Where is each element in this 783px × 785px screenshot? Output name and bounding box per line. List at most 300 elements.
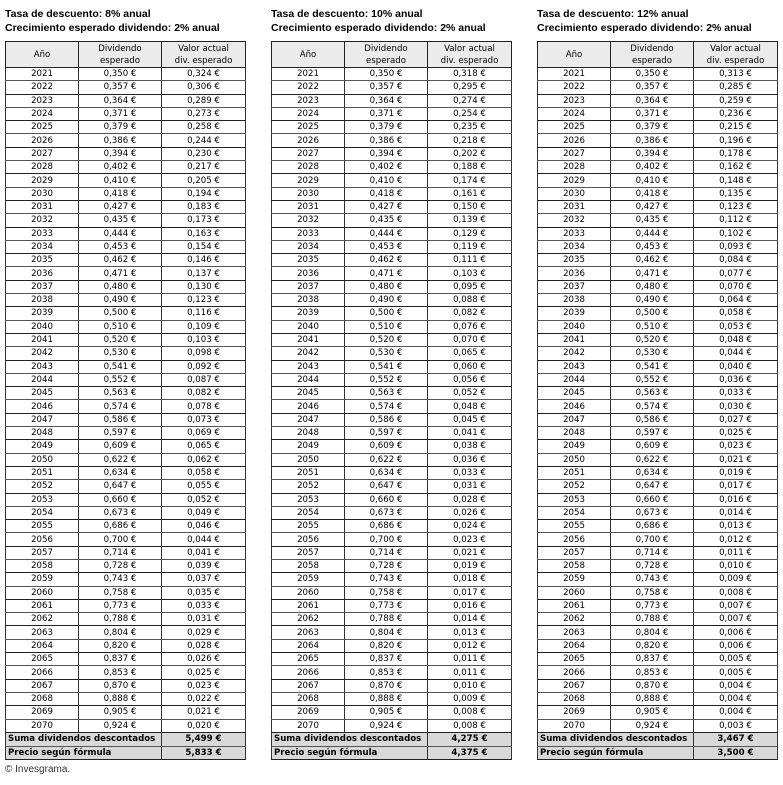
table-row (6, 107, 246, 120)
cell-year: 2045 (538, 387, 611, 400)
cell-year: 2024 (272, 107, 345, 120)
cell-present-value: 0,011 € (428, 653, 512, 666)
cell-year: 2058 (6, 559, 79, 572)
cell-year: 2065 (272, 653, 345, 666)
cell-present-value: 0,049 € (162, 506, 246, 519)
table-row (538, 719, 778, 732)
cell-present-value: 0,008 € (694, 586, 778, 599)
cell-year: 2036 (538, 267, 611, 280)
cell-dividend: 0,394 € (79, 147, 162, 160)
cell-year: 2049 (6, 440, 79, 453)
price-value: 5,833 € (162, 746, 246, 760)
cell-dividend: 0,743 € (345, 573, 428, 586)
cell-present-value: 0,019 € (694, 466, 778, 479)
cell-year: 2029 (6, 174, 79, 187)
table-row (538, 427, 778, 440)
table-row (272, 134, 512, 147)
table-row (272, 413, 512, 426)
cell-dividend: 0,386 € (345, 134, 428, 147)
cell-present-value: 0,013 € (694, 520, 778, 533)
cell-dividend: 0,444 € (79, 227, 162, 240)
table-row (6, 666, 246, 679)
cell-dividend: 0,609 € (79, 440, 162, 453)
header-dividend: Dividendo esperado (79, 42, 162, 68)
cell-present-value: 0,026 € (162, 653, 246, 666)
cell-dividend: 0,714 € (79, 546, 162, 559)
cell-present-value: 0,017 € (694, 480, 778, 493)
cell-present-value: 0,058 € (162, 466, 246, 479)
table-row (272, 161, 512, 174)
cell-year: 2053 (272, 493, 345, 506)
cell-dividend: 0,530 € (611, 347, 694, 360)
cell-year: 2070 (6, 719, 79, 732)
cell-year: 2056 (538, 533, 611, 546)
cell-dividend: 0,364 € (611, 94, 694, 107)
cell-year: 2038 (272, 294, 345, 307)
cell-present-value: 0,048 € (694, 333, 778, 346)
cell-year: 2028 (272, 161, 345, 174)
cell-dividend: 0,471 € (79, 267, 162, 280)
cell-year: 2059 (272, 573, 345, 586)
price-row (6, 746, 246, 760)
cell-present-value: 0,009 € (694, 573, 778, 586)
cell-dividend: 0,758 € (611, 586, 694, 599)
table-row (272, 360, 512, 373)
cell-dividend: 0,480 € (611, 280, 694, 293)
cell-dividend: 0,462 € (345, 254, 428, 267)
cell-present-value: 0,026 € (428, 506, 512, 519)
cell-dividend: 0,402 € (611, 161, 694, 174)
cell-present-value: 0,259 € (694, 94, 778, 107)
table-row (538, 586, 778, 599)
growth-rate-title: Crecimiento esperado dividendo: 2% anual (537, 22, 752, 34)
table-row (6, 493, 246, 506)
cell-present-value: 0,004 € (694, 706, 778, 719)
cell-year: 2060 (6, 586, 79, 599)
cell-present-value: 0,103 € (428, 267, 512, 280)
cell-year: 2055 (6, 520, 79, 533)
cell-dividend: 0,402 € (345, 161, 428, 174)
cell-year: 2030 (538, 187, 611, 200)
table-row (272, 493, 512, 506)
cell-dividend: 0,435 € (345, 214, 428, 227)
table-row (272, 320, 512, 333)
cell-year: 2034 (6, 240, 79, 253)
cell-present-value: 0,029 € (162, 626, 246, 639)
cell-dividend: 0,609 € (345, 440, 428, 453)
cell-dividend: 0,520 € (79, 333, 162, 346)
table-row (6, 187, 246, 200)
cell-present-value: 0,007 € (694, 613, 778, 626)
table-row (538, 679, 778, 692)
cell-year: 2065 (538, 653, 611, 666)
cell-present-value: 0,028 € (428, 493, 512, 506)
cell-year: 2057 (272, 546, 345, 559)
price-row (272, 746, 512, 760)
cell-year: 2029 (538, 174, 611, 187)
table-row (272, 520, 512, 533)
cell-dividend: 0,853 € (79, 666, 162, 679)
table-row (6, 161, 246, 174)
cell-dividend: 0,820 € (611, 639, 694, 652)
table-row (538, 214, 778, 227)
cell-present-value: 0,044 € (694, 347, 778, 360)
table-row (6, 692, 246, 705)
table-row (272, 546, 512, 559)
cell-year: 2062 (538, 613, 611, 626)
cell-present-value: 0,306 € (162, 81, 246, 94)
table-row (6, 360, 246, 373)
cell-dividend: 0,418 € (611, 187, 694, 200)
table-row (272, 147, 512, 160)
cell-present-value: 0,194 € (162, 187, 246, 200)
cell-present-value: 0,019 € (428, 559, 512, 572)
table-row (6, 653, 246, 666)
cell-dividend: 0,728 € (611, 559, 694, 572)
cell-present-value: 0,041 € (162, 546, 246, 559)
cell-year: 2047 (6, 413, 79, 426)
header-year: Año (538, 42, 611, 68)
cell-year: 2059 (6, 573, 79, 586)
sum-value: 3,467 € (694, 732, 778, 746)
table-row (538, 653, 778, 666)
cell-year: 2057 (538, 546, 611, 559)
cell-dividend: 0,490 € (345, 294, 428, 307)
cell-year: 2034 (272, 240, 345, 253)
cell-present-value: 0,137 € (162, 267, 246, 280)
cell-year: 2041 (272, 333, 345, 346)
cell-year: 2065 (6, 653, 79, 666)
cell-present-value: 0,014 € (428, 613, 512, 626)
cell-present-value: 0,077 € (694, 267, 778, 280)
table-row (6, 573, 246, 586)
cell-year: 2063 (6, 626, 79, 639)
table-row (6, 240, 246, 253)
cell-year: 2067 (538, 679, 611, 692)
cell-dividend: 0,444 € (611, 227, 694, 240)
table-row (538, 200, 778, 213)
cell-dividend: 0,453 € (79, 240, 162, 253)
cell-dividend: 0,788 € (611, 613, 694, 626)
table-row (272, 387, 512, 400)
cell-present-value: 0,095 € (428, 280, 512, 293)
cell-year: 2043 (272, 360, 345, 373)
cell-dividend: 0,686 € (345, 520, 428, 533)
table-row (538, 254, 778, 267)
cell-dividend: 0,418 € (79, 187, 162, 200)
table-row (272, 107, 512, 120)
cell-year: 2048 (538, 427, 611, 440)
cell-present-value: 0,217 € (162, 161, 246, 174)
cell-dividend: 0,530 € (345, 347, 428, 360)
table-row (6, 227, 246, 240)
cell-year: 2046 (272, 400, 345, 413)
cell-dividend: 0,574 € (611, 400, 694, 413)
table-row (538, 599, 778, 612)
cell-dividend: 0,364 € (345, 94, 428, 107)
cell-present-value: 0,031 € (162, 613, 246, 626)
cell-present-value: 0,006 € (694, 626, 778, 639)
cell-year: 2063 (538, 626, 611, 639)
panel-discount-8 (5, 0, 245, 760)
cell-dividend: 0,804 € (611, 626, 694, 639)
cell-year: 2068 (6, 692, 79, 705)
cell-year: 2061 (272, 599, 345, 612)
cell-present-value: 0,024 € (428, 520, 512, 533)
cell-year: 2041 (538, 333, 611, 346)
cell-year: 2059 (538, 573, 611, 586)
cell-dividend: 0,622 € (79, 453, 162, 466)
cell-present-value: 0,244 € (162, 134, 246, 147)
cell-dividend: 0,743 € (611, 573, 694, 586)
table-row (6, 400, 246, 413)
cell-present-value: 0,087 € (162, 373, 246, 386)
cell-year: 2031 (6, 200, 79, 213)
table-row (538, 546, 778, 559)
table-row (6, 294, 246, 307)
cell-year: 2052 (6, 480, 79, 493)
cell-dividend: 0,609 € (611, 440, 694, 453)
cell-year: 2042 (538, 347, 611, 360)
table-row (272, 227, 512, 240)
cell-present-value: 0,004 € (694, 679, 778, 692)
cell-present-value: 0,005 € (694, 666, 778, 679)
cell-year: 2062 (272, 613, 345, 626)
cell-present-value: 0,006 € (694, 639, 778, 652)
cell-present-value: 0,103 € (162, 333, 246, 346)
cell-present-value: 0,009 € (428, 692, 512, 705)
cell-present-value: 0,036 € (428, 453, 512, 466)
cell-year: 2039 (6, 307, 79, 320)
cell-present-value: 0,183 € (162, 200, 246, 213)
cell-dividend: 0,647 € (345, 480, 428, 493)
cell-present-value: 0,021 € (162, 706, 246, 719)
cell-dividend: 0,853 € (345, 666, 428, 679)
cell-year: 2051 (6, 466, 79, 479)
table-row (538, 506, 778, 519)
cell-year: 2058 (272, 559, 345, 572)
table-header-row (6, 42, 246, 68)
cell-present-value: 0,021 € (694, 453, 778, 466)
table-row (272, 453, 512, 466)
table-row (538, 666, 778, 679)
cell-dividend: 0,888 € (345, 692, 428, 705)
cell-present-value: 0,060 € (428, 360, 512, 373)
cell-year: 2044 (6, 373, 79, 386)
table-row (272, 679, 512, 692)
table-row (272, 599, 512, 612)
table-row (6, 68, 246, 81)
cell-present-value: 0,005 € (694, 653, 778, 666)
growth-rate-title: Crecimiento esperado dividendo: 2% anual (271, 22, 486, 34)
cell-dividend: 0,386 € (611, 134, 694, 147)
cell-dividend: 0,788 € (79, 613, 162, 626)
table-row (6, 267, 246, 280)
table-row (6, 506, 246, 519)
cell-present-value: 0,037 € (162, 573, 246, 586)
cell-year: 2044 (538, 373, 611, 386)
cell-present-value: 0,092 € (162, 360, 246, 373)
cell-present-value: 0,273 € (162, 107, 246, 120)
cell-year: 2042 (6, 347, 79, 360)
table-row (538, 520, 778, 533)
cell-year: 2055 (272, 520, 345, 533)
cell-year: 2048 (272, 427, 345, 440)
cell-present-value: 0,023 € (694, 440, 778, 453)
cell-present-value: 0,148 € (694, 174, 778, 187)
cell-dividend: 0,371 € (611, 107, 694, 120)
discount-rate-title: Tasa de descuento: 12% anual (537, 8, 689, 20)
cell-present-value: 0,011 € (694, 546, 778, 559)
table-row (538, 453, 778, 466)
cell-year: 2062 (6, 613, 79, 626)
cell-present-value: 0,031 € (428, 480, 512, 493)
cell-present-value: 0,154 € (162, 240, 246, 253)
table-row (272, 240, 512, 253)
table-row (538, 613, 778, 626)
cell-year: 2021 (272, 68, 345, 81)
table-row (6, 413, 246, 426)
cell-year: 2061 (6, 599, 79, 612)
cell-year: 2046 (6, 400, 79, 413)
cell-dividend: 0,758 € (79, 586, 162, 599)
cell-dividend: 0,788 € (345, 613, 428, 626)
cell-dividend: 0,888 € (611, 692, 694, 705)
cell-dividend: 0,728 € (345, 559, 428, 572)
cell-year: 2064 (538, 639, 611, 652)
cell-dividend: 0,870 € (611, 679, 694, 692)
sum-row (538, 732, 778, 746)
cell-year: 2027 (6, 147, 79, 160)
cell-dividend: 0,574 € (79, 400, 162, 413)
cell-present-value: 0,205 € (162, 174, 246, 187)
cell-year: 2063 (272, 626, 345, 639)
table-row (6, 679, 246, 692)
cell-year: 2033 (272, 227, 345, 240)
cell-year: 2030 (6, 187, 79, 200)
table-row (538, 267, 778, 280)
cell-dividend: 0,379 € (345, 121, 428, 134)
price-row (538, 746, 778, 760)
table-row (6, 174, 246, 187)
cell-present-value: 0,150 € (428, 200, 512, 213)
cell-dividend: 0,357 € (611, 81, 694, 94)
cell-dividend: 0,427 € (79, 200, 162, 213)
cell-year: 2031 (538, 200, 611, 213)
cell-dividend: 0,541 € (345, 360, 428, 373)
cell-year: 2030 (272, 187, 345, 200)
cell-year: 2027 (272, 147, 345, 160)
cell-present-value: 0,202 € (428, 147, 512, 160)
cell-present-value: 0,130 € (162, 280, 246, 293)
cell-present-value: 0,139 € (428, 214, 512, 227)
table-row (272, 639, 512, 652)
cell-present-value: 0,135 € (694, 187, 778, 200)
cell-dividend: 0,905 € (611, 706, 694, 719)
header-year: Año (6, 42, 79, 68)
table-header-row (272, 42, 512, 68)
table-row (272, 506, 512, 519)
cell-present-value: 0,070 € (428, 333, 512, 346)
table-row (538, 533, 778, 546)
cell-year: 2066 (538, 666, 611, 679)
cell-year: 2025 (6, 121, 79, 134)
cell-present-value: 0,188 € (428, 161, 512, 174)
table-row (538, 347, 778, 360)
table-row (538, 68, 778, 81)
cell-present-value: 0,069 € (162, 427, 246, 440)
table-row (6, 440, 246, 453)
cell-present-value: 0,027 € (694, 413, 778, 426)
table-row (538, 493, 778, 506)
copyright-footer: © Invesgrama. (5, 764, 71, 775)
table-row (6, 586, 246, 599)
cell-dividend: 0,820 € (345, 639, 428, 652)
cell-year: 2027 (538, 147, 611, 160)
cell-dividend: 0,647 € (79, 480, 162, 493)
cell-year: 2047 (538, 413, 611, 426)
cell-dividend: 0,700 € (345, 533, 428, 546)
cell-present-value: 0,258 € (162, 121, 246, 134)
table-row (6, 520, 246, 533)
cell-year: 2048 (6, 427, 79, 440)
cell-present-value: 0,014 € (694, 506, 778, 519)
cell-present-value: 0,236 € (694, 107, 778, 120)
cell-dividend: 0,435 € (79, 214, 162, 227)
cell-present-value: 0,324 € (162, 68, 246, 81)
cell-dividend: 0,410 € (79, 174, 162, 187)
cell-present-value: 0,111 € (428, 254, 512, 267)
price-label: Precio según fórmula (538, 746, 694, 760)
cell-dividend: 0,427 € (611, 200, 694, 213)
header-present-value: Valor actual div. esperado (162, 42, 246, 68)
cell-present-value: 0,036 € (694, 373, 778, 386)
table-row (538, 360, 778, 373)
cell-year: 2022 (538, 81, 611, 94)
cell-year: 2043 (538, 360, 611, 373)
table-row (538, 466, 778, 479)
table-row (272, 373, 512, 386)
cell-dividend: 0,660 € (345, 493, 428, 506)
sum-label: Suma dividendos descontados (272, 732, 428, 746)
header-dividend: Dividendo esperado (611, 42, 694, 68)
cell-present-value: 0,040 € (694, 360, 778, 373)
cell-year: 2026 (6, 134, 79, 147)
table-row (538, 134, 778, 147)
cell-dividend: 0,435 € (611, 214, 694, 227)
table-row (538, 413, 778, 426)
table-row (272, 81, 512, 94)
table-row (538, 692, 778, 705)
table-row (272, 333, 512, 346)
cell-present-value: 0,053 € (694, 320, 778, 333)
cell-year: 2037 (272, 280, 345, 293)
cell-present-value: 0,073 € (162, 413, 246, 426)
cell-year: 2054 (538, 506, 611, 519)
growth-rate-title: Crecimiento esperado dividendo: 2% anual (5, 22, 220, 34)
cell-year: 2045 (272, 387, 345, 400)
cell-dividend: 0,386 € (79, 134, 162, 147)
cell-present-value: 0,052 € (428, 387, 512, 400)
cell-year: 2066 (272, 666, 345, 679)
table-row (6, 94, 246, 107)
table-row (6, 81, 246, 94)
table-row (538, 440, 778, 453)
cell-year: 2052 (272, 480, 345, 493)
cell-dividend: 0,837 € (79, 653, 162, 666)
cell-dividend: 0,510 € (79, 320, 162, 333)
cell-dividend: 0,402 € (79, 161, 162, 174)
